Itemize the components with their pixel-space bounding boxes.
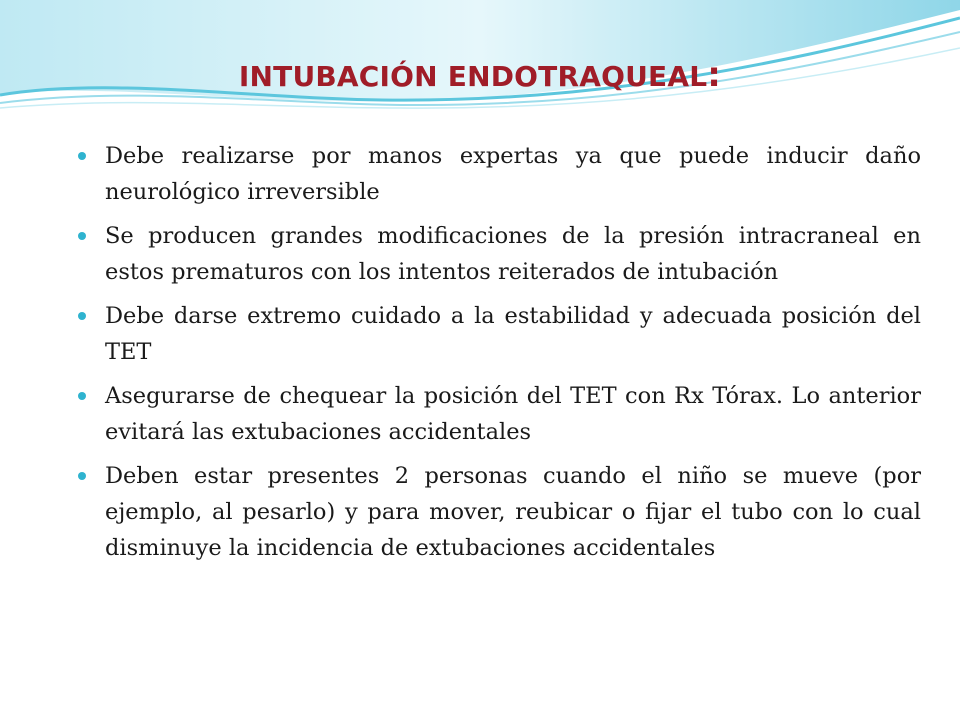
- bullet-text: Deben estar presentes 2 personas cuando el niño se mueve (por ejemplo, al pesarlo) y para mover, reubicar o fijar el tubo con lo cual disminuye la incidencia de extubaciones accidentales: [105, 463, 921, 561]
- slide-title-text: INTUBACIÓN ENDOTRAQUEAL: [238, 60, 708, 93]
- bullet-dot-icon: [78, 232, 86, 240]
- bullet-item: [78, 298, 921, 370]
- bullet-item: [78, 458, 921, 566]
- bullet-text: Se producen grandes modificaciones de la presión intracraneal en estos prematuros con los intentos reiterados de intubación: [105, 223, 921, 285]
- bullet-dot-icon: [78, 392, 86, 400]
- bullet-text: Asegurarse de chequear la posición del TET con Rx Tórax. Lo anterior evitará las extubaciones accidentales: [105, 383, 921, 445]
- slide-title: [0, 55, 960, 95]
- bullet-dot-icon: [78, 152, 86, 160]
- bullet-item: [78, 138, 921, 210]
- bullet-text: Debe darse extremo cuidado a la estabilidad y adecuada posición del TET: [105, 303, 921, 365]
- bullet-item: [78, 378, 921, 450]
- bullet-dot-icon: [78, 472, 86, 480]
- slide-title-colon: :: [707, 55, 722, 95]
- bullet-text: Debe realizarse por manos expertas ya que puede inducir daño neurológico irreversible: [105, 143, 921, 205]
- bullet-dot-icon: [78, 312, 86, 320]
- bullet-item: [78, 218, 921, 290]
- bullet-list: [78, 138, 921, 574]
